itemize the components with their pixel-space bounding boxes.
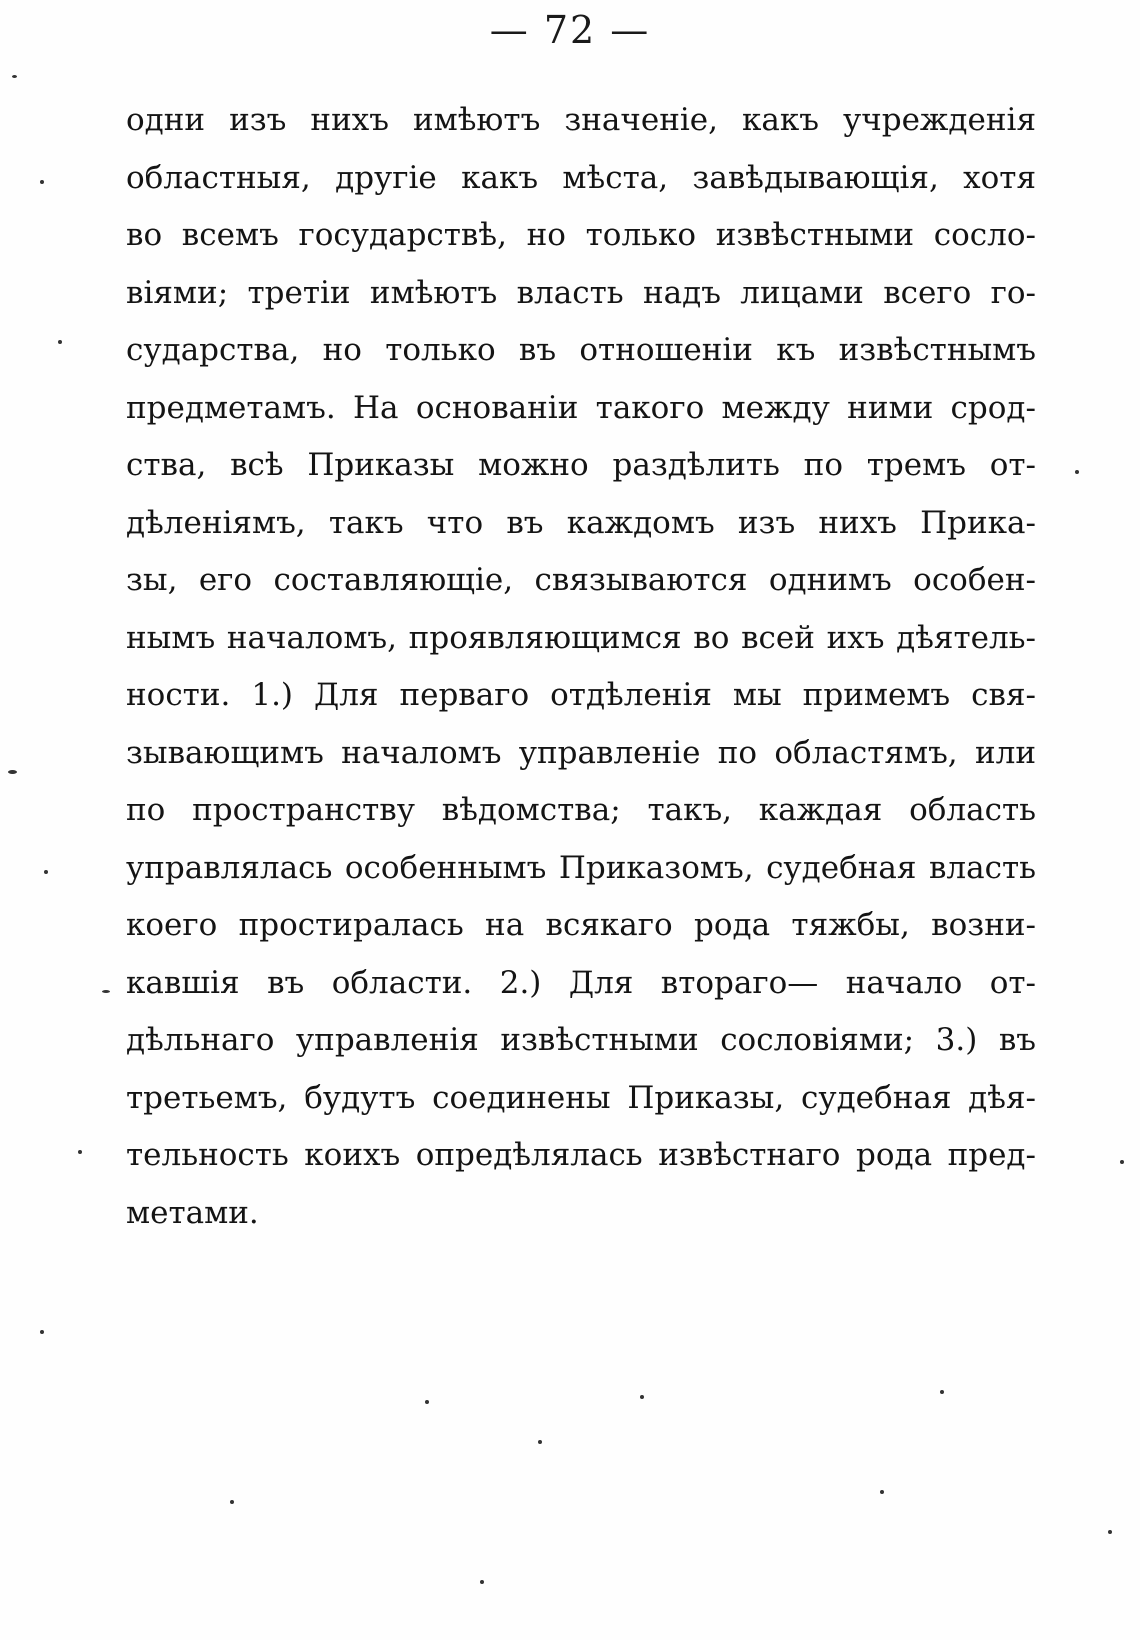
scan-speck: [1075, 470, 1079, 474]
scan-speck: [538, 1440, 542, 1444]
text-line: метами.: [126, 1194, 259, 1231]
body-text: [126, 92, 1036, 1242]
scan-speck: [1120, 1160, 1124, 1164]
scan-speck: [940, 1390, 944, 1394]
text-line: зывающимъ началомъ управленіе по областямъ, или: [126, 734, 1036, 771]
text-line: одни изъ нихъ имѣютъ значеніе, какъ учрежденія: [126, 102, 1036, 138]
scan-speck: [230, 1500, 234, 1504]
scan-speck: [1108, 1530, 1112, 1534]
scan-speck: [480, 1580, 484, 1584]
scan-speck: [40, 1330, 44, 1334]
text-line: тельность коихъ опредѣлялась извѣстнаго рода пред-: [126, 1137, 1036, 1173]
text-line: ства, всѣ Приказы можно раздѣлить по тремъ от-: [126, 447, 1036, 483]
text-line: третьемъ, будутъ соединены Приказы, судебная дѣя-: [126, 1079, 1036, 1116]
text-line: кавшія въ области. 2.) Для втораго— начало от-: [126, 964, 1036, 1001]
text-line: ности. 1.) Для перваго отдѣленія мы примемъ свя-: [126, 677, 1036, 713]
scan-speck: [44, 870, 48, 874]
text-line: во всемъ государствѣ, но только извѣстными сосло-: [126, 217, 1036, 253]
scan-speck: [40, 180, 44, 184]
scan-speck: [8, 770, 17, 774]
scan-speck: [640, 1395, 644, 1399]
scan-speck: [12, 75, 17, 78]
text-line: коего простиралась на всякаго рода тяжбы, возни-: [126, 907, 1036, 943]
scan-speck: [58, 340, 62, 344]
text-line: управлялась особеннымъ Приказомъ, судебная власть: [126, 849, 1036, 886]
scan-speck: [78, 1150, 82, 1154]
scan-speck: [102, 990, 110, 993]
scan-speck: [425, 1400, 429, 1404]
text-line: сударства, но только въ отношеніи къ извѣстнымъ: [126, 332, 1036, 368]
text-line: нымъ началомъ, проявляющимся во всей ихъ дѣятель-: [126, 619, 1036, 656]
text-line: по пространству вѣдомства; такъ, каждая область: [126, 792, 1036, 828]
text-line: зы, его составляющіе, связываются однимъ особен-: [126, 562, 1036, 598]
text-line: дѣленіямъ, такъ что въ каждомъ изъ нихъ Прика-: [126, 504, 1036, 541]
text-line: дѣльнаго управленія извѣстными сословіями; 3.) въ: [126, 1022, 1036, 1058]
text-line: предметамъ. На основаніи такого между ними срод-: [126, 389, 1036, 426]
scan-speck: [880, 1490, 884, 1494]
text-line: областныя, другіе какъ мѣста, завѣдывающія, хотя: [126, 159, 1036, 196]
page-number: — 72 —: [489, 8, 651, 52]
text-line: віями; третіи имѣютъ власть надъ лицами всего го-: [126, 274, 1036, 311]
